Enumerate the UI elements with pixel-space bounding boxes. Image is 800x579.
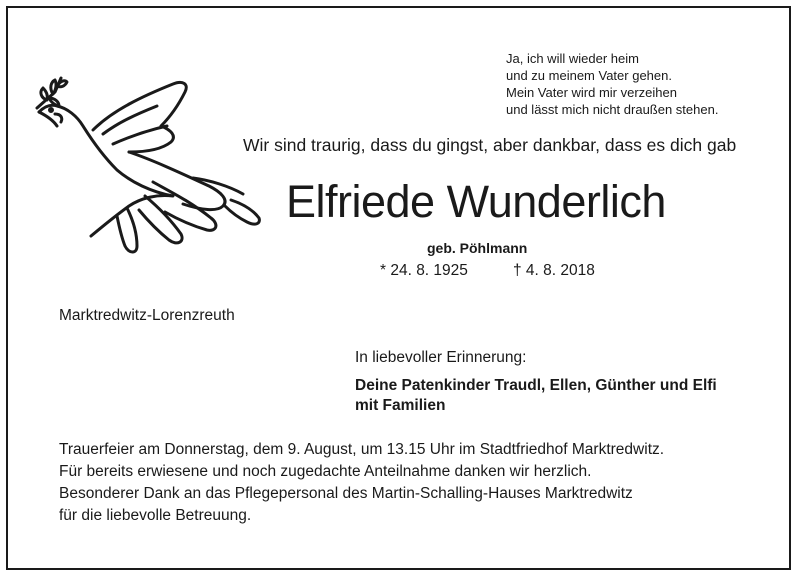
- footer-line: Besonderer Dank an das Pflegepersonal des Martin-Schalling-Hauses Marktredwitz: [59, 485, 633, 502]
- poem-line: Ja, ich will wieder heim: [506, 51, 639, 66]
- birth-date: * 24. 8. 1925: [380, 262, 468, 279]
- mourners: [355, 376, 717, 416]
- place-of-residence: Marktredwitz-Lorenzreuth: [59, 307, 235, 324]
- footer-line: Für bereits erwiesene und noch zugedachte Anteilnahme danken wir herzlich.: [59, 463, 592, 480]
- death-date: † 4. 8. 2018: [513, 262, 595, 279]
- maiden-name: geb. Pöhlmann: [427, 240, 528, 256]
- funeral-info: [59, 439, 664, 527]
- footer-line: für die liebevolle Betreuung.: [59, 507, 252, 524]
- poem-line: und zu meinem Vater gehen.: [506, 68, 672, 83]
- poem-line: und lässt mich nicht draußen stehen.: [506, 102, 719, 117]
- deceased-name: Elfriede Wunderlich: [286, 176, 666, 227]
- poem: [506, 50, 718, 118]
- memory-label: In liebevoller Erinnerung:: [355, 349, 527, 366]
- poem-line: Mein Vater wird mir verzeihen: [506, 85, 677, 100]
- dove-with-olive-branch-icon: [33, 70, 263, 260]
- mourners-line: Deine Patenkinder Traudl, Ellen, Günther und Elfi: [355, 377, 717, 394]
- mourners-line: mit Familien: [355, 397, 446, 414]
- footer-line: Trauerfeier am Donnerstag, dem 9. August, um 13.15 Uhr im Stadtfriedhof Marktredwitz.: [59, 441, 665, 458]
- tagline: Wir sind traurig, dass du gingst, aber dankbar, dass es dich gab: [243, 135, 737, 155]
